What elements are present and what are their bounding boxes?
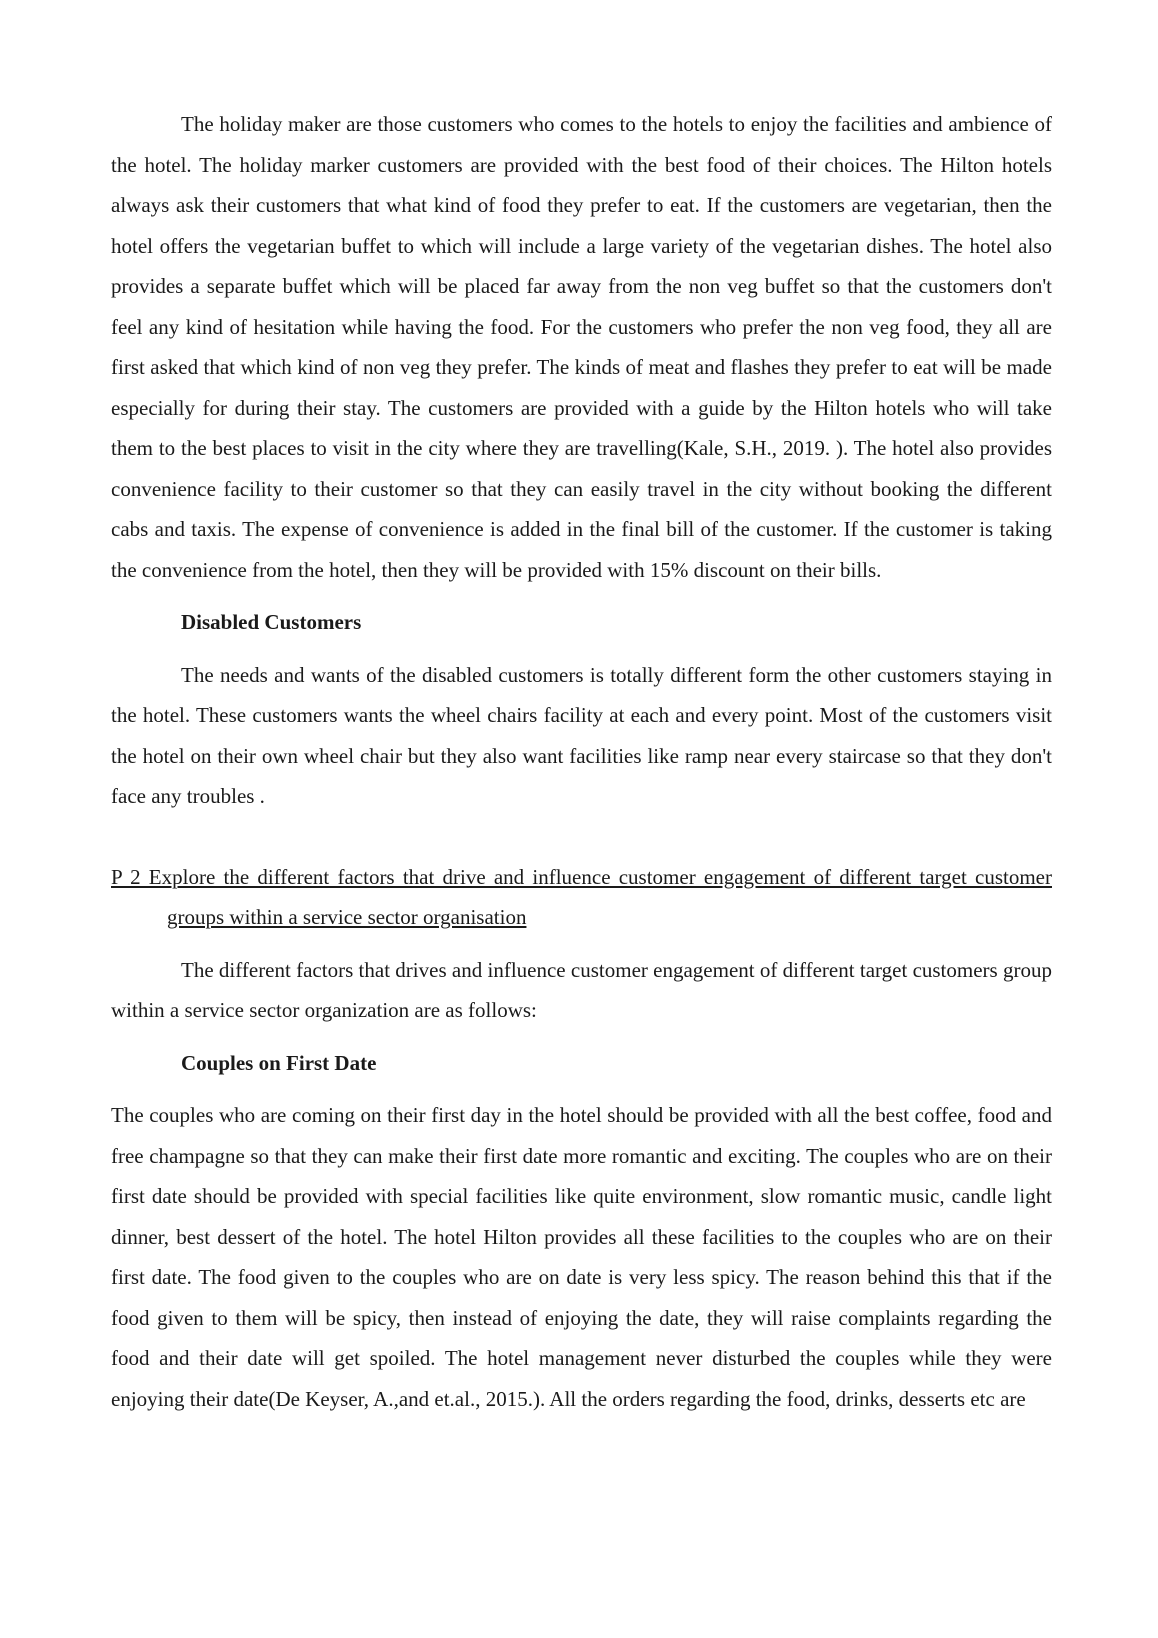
p2-section-heading: P 2 Explore the different factors that drive and influence customer engagement of different target customer groups within a service sector organisation — [111, 864, 1052, 929]
disabled-customers-heading: Disabled Customers — [181, 610, 362, 634]
document-page — [111, 104, 1052, 1419]
couples-first-date-heading: Couples on First Date — [181, 1050, 377, 1075]
couples-paragraph: The couples who are coming on their first day in the hotel should be provided with all the best coffee, food and free champagne so that they can make their first date more romantic and exciting. The couples who are on their first date should be provided with special facilities like quite environment, slow romantic music, candle light dinner, best dessert of the hotel. The hotel Hilton provides all these facilities to the couples who are on their first date. The food given to the couples who are on date is very less spicy. The reason behind this that if the food given to them will be spicy, then instead of enjoying the date, they will raise complaints regarding the food and their date will get spoiled. The hotel management never disturbed the couples while they were enjoying their date(De Keyser, A.,and et.al., 2015.). All the orders regarding the food, drinks, desserts etc are — [111, 1103, 1052, 1411]
disabled-customers-paragraph: The needs and wants of the disabled customers is totally different form the other customers staying in the hotel. These customers wants the wheel chairs facility at each and every point. Most of the customers visit the hotel on their own wheel chair but they also want facilities like ramp near every staircase so that they don't face any troubles . — [111, 662, 1052, 808]
factors-paragraph: The different factors that drives and influence customer engagement of different target customers group within a service sector organization are as follows: — [111, 957, 1052, 1022]
intro-paragraph: The holiday maker are those customers who comes to the hotels to enjoy the facilities and ambience of the hotel. The holiday marker customers are provided with the best food of their choices. The Hilton hotels always ask their customers that what kind of food they prefer to eat. If the customers are vegetarian, then the hotel offers the vegetarian buffet to which will include a large variety of the vegetarian dishes. The hotel also provides a separate buffet which will be placed far away from the non veg buffet so that the customers don't feel any kind of hesitation while having the food. For the customers who prefer the non veg food, they all are first asked that which kind of non veg they prefer. The kinds of meat and flashes they prefer to eat will be made especially for during their stay. The customers are provided with a guide by the Hilton hotels who will take them to the best places to visit in the city where they are travelling(Kale, S.H., 2019. ). The hotel also provides convenience facility to their customer so that they can easily travel in the city without booking the different cabs and taxis. The expense of convenience is added in the final bill of the customer. If the customer is taking the convenience from the hotel, then they will be provided with 15% discount on their bills. — [111, 112, 1052, 582]
